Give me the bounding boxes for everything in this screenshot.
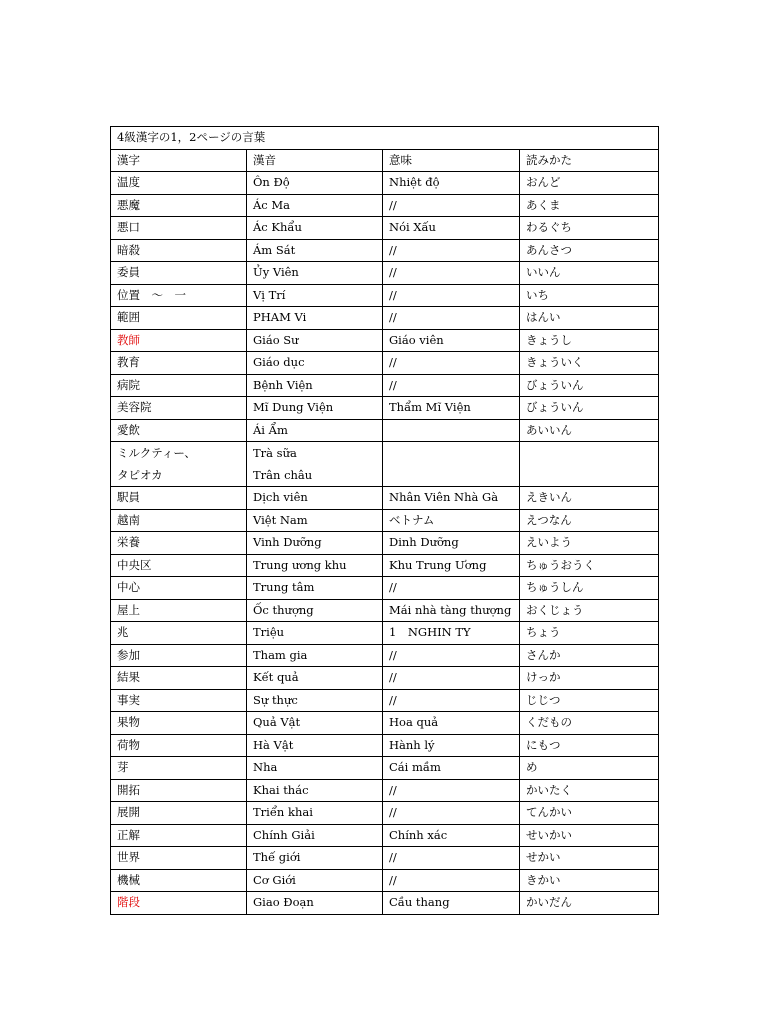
- cell-han-viet: Ác Ma: [247, 194, 383, 217]
- cell-meaning: //: [383, 802, 520, 825]
- cell-han-viet: Tham gia: [247, 644, 383, 667]
- cell-reading: わるぐち: [520, 217, 659, 240]
- cell-meaning: Nói Xấu: [383, 217, 520, 240]
- table-row: [111, 667, 659, 690]
- cell-han-viet: Ái Ẩm: [247, 419, 383, 442]
- cell-meaning: //: [383, 262, 520, 285]
- cell-meaning: //: [383, 194, 520, 217]
- header-meaning: 意味: [383, 149, 520, 172]
- header-reading: 読みかた: [520, 149, 659, 172]
- table-row: [111, 532, 659, 555]
- cell-kanji: 教師: [111, 329, 247, 352]
- cell-kanji: 屋上: [111, 599, 247, 622]
- cell-kanji: 世界: [111, 847, 247, 870]
- cell-han-viet: Khai thác: [247, 779, 383, 802]
- header-row: [111, 149, 659, 172]
- table-row: [111, 689, 659, 712]
- cell-meaning: Dinh Dưỡng: [383, 532, 520, 555]
- table-row: [111, 217, 659, 240]
- cell-kanji: [111, 442, 247, 487]
- cell-reading: はんい: [520, 307, 659, 330]
- title-row: [111, 127, 659, 150]
- table-row: [111, 442, 659, 487]
- cell-reading: [520, 442, 659, 487]
- cell-kanji-line-2: タピオカ: [117, 468, 163, 482]
- cell-reading: じじつ: [520, 689, 659, 712]
- table-row: [111, 419, 659, 442]
- cell-kanji: 参加: [111, 644, 247, 667]
- cell-kanji: 美容院: [111, 397, 247, 420]
- cell-han-viet: Việt Nam: [247, 509, 383, 532]
- cell-meaning: //: [383, 869, 520, 892]
- cell-meaning: Giáo viên: [383, 329, 520, 352]
- table-row: [111, 352, 659, 375]
- cell-reading: せいかい: [520, 824, 659, 847]
- cell-meaning: [383, 419, 520, 442]
- cell-meaning: Nhân Viên Nhà Gà: [383, 487, 520, 510]
- cell-meaning: Hoa quả: [383, 712, 520, 735]
- cell-meaning: Chính xác: [383, 824, 520, 847]
- cell-han-viet: Ốc thượng: [247, 599, 383, 622]
- cell-reading: えいよう: [520, 532, 659, 555]
- cell-reading: きょういく: [520, 352, 659, 375]
- table-row: [111, 397, 659, 420]
- cell-meaning: //: [383, 307, 520, 330]
- cell-reading: けっか: [520, 667, 659, 690]
- cell-reading: いいん: [520, 262, 659, 285]
- header-kanji: 漢字: [111, 149, 247, 172]
- cell-kanji: 栄養: [111, 532, 247, 555]
- cell-reading: えつなん: [520, 509, 659, 532]
- table-title: 4級漢字の1，2ページの言葉: [111, 127, 659, 150]
- cell-meaning: Mái nhà tàng thượng: [383, 599, 520, 622]
- table-row: [111, 824, 659, 847]
- cell-reading: ちょう: [520, 622, 659, 645]
- cell-kanji: 悪魔: [111, 194, 247, 217]
- table-row: [111, 307, 659, 330]
- cell-meaning: //: [383, 239, 520, 262]
- table-row: [111, 329, 659, 352]
- cell-han-viet: Bệnh Viện: [247, 374, 383, 397]
- cell-meaning: //: [383, 689, 520, 712]
- cell-han-viet: Vinh Dưỡng: [247, 532, 383, 555]
- cell-han-viet: Nha: [247, 757, 383, 780]
- cell-kanji: 越南: [111, 509, 247, 532]
- cell-meaning: //: [383, 847, 520, 870]
- table-row: [111, 847, 659, 870]
- table-row: [111, 757, 659, 780]
- cell-han-viet: Trung ương khu: [247, 554, 383, 577]
- cell-kanji: 果物: [111, 712, 247, 735]
- cell-han-viet: Ủy Viên: [247, 262, 383, 285]
- table-row: [111, 577, 659, 600]
- cell-reading: びょういん: [520, 374, 659, 397]
- cell-reading: かいたく: [520, 779, 659, 802]
- cell-meaning: Khu Trung Ương: [383, 554, 520, 577]
- cell-reading: きかい: [520, 869, 659, 892]
- cell-kanji-line-1: ミルクティー、: [117, 446, 196, 460]
- cell-kanji: 委員: [111, 262, 247, 285]
- cell-kanji: 教育: [111, 352, 247, 375]
- cell-meaning: //: [383, 284, 520, 307]
- table-row: [111, 802, 659, 825]
- cell-han-viet: [247, 442, 383, 487]
- cell-meaning: Nhiệt độ: [383, 172, 520, 195]
- cell-meaning: //: [383, 779, 520, 802]
- cell-meaning: [383, 442, 520, 487]
- cell-reading: きょうし: [520, 329, 659, 352]
- table-row: [111, 599, 659, 622]
- cell-han-viet: Trung tâm: [247, 577, 383, 600]
- table-row: [111, 284, 659, 307]
- cell-han-viet: Vị Trí: [247, 284, 383, 307]
- cell-han-viet-line-1: Trà sữa: [253, 446, 297, 460]
- cell-han-viet: Sự thực: [247, 689, 383, 712]
- cell-reading: あんさつ: [520, 239, 659, 262]
- cell-kanji: 芽: [111, 757, 247, 780]
- cell-reading: せかい: [520, 847, 659, 870]
- table-row: [111, 487, 659, 510]
- cell-han-viet: Giáo Sư: [247, 329, 383, 352]
- cell-reading: おんど: [520, 172, 659, 195]
- table-row: [111, 644, 659, 667]
- cell-kanji: 中央区: [111, 554, 247, 577]
- cell-meaning: 1 NGHIN TY: [383, 622, 520, 645]
- cell-reading: にもつ: [520, 734, 659, 757]
- table-row: [111, 172, 659, 195]
- cell-kanji: 悪口: [111, 217, 247, 240]
- cell-han-viet: Quả Vật: [247, 712, 383, 735]
- cell-reading: め: [520, 757, 659, 780]
- cell-meaning: //: [383, 667, 520, 690]
- cell-kanji: 機械: [111, 869, 247, 892]
- cell-reading: おくじょう: [520, 599, 659, 622]
- cell-reading: ちゅうおうく: [520, 554, 659, 577]
- cell-han-viet: Chính Giải: [247, 824, 383, 847]
- cell-reading: えきいん: [520, 487, 659, 510]
- cell-han-viet: Hà Vật: [247, 734, 383, 757]
- cell-han-viet: Giao Đoạn: [247, 892, 383, 915]
- cell-han-viet: Ám Sát: [247, 239, 383, 262]
- cell-han-viet: Dịch viên: [247, 487, 383, 510]
- cell-kanji: 正解: [111, 824, 247, 847]
- cell-han-viet: Ôn Độ: [247, 172, 383, 195]
- cell-reading: びょういん: [520, 397, 659, 420]
- vocab-table: [110, 126, 659, 915]
- cell-reading: てんかい: [520, 802, 659, 825]
- table-row: [111, 622, 659, 645]
- cell-kanji: 駅員: [111, 487, 247, 510]
- cell-kanji: 兆: [111, 622, 247, 645]
- cell-reading: かいだん: [520, 892, 659, 915]
- cell-kanji: 開拓: [111, 779, 247, 802]
- cell-han-viet: Triển khai: [247, 802, 383, 825]
- cell-meaning: Thẩm Mĩ Viện: [383, 397, 520, 420]
- header-han-viet: 漢音: [247, 149, 383, 172]
- cell-kanji: 暗殺: [111, 239, 247, 262]
- cell-kanji: 範囲: [111, 307, 247, 330]
- table-row: [111, 734, 659, 757]
- cell-han-viet: Kết quả: [247, 667, 383, 690]
- table-row: [111, 509, 659, 532]
- cell-meaning: //: [383, 374, 520, 397]
- table-row: [111, 194, 659, 217]
- cell-kanji: 階段: [111, 892, 247, 915]
- cell-meaning: ベトナム: [383, 509, 520, 532]
- cell-meaning: Cái mầm: [383, 757, 520, 780]
- cell-meaning: //: [383, 352, 520, 375]
- cell-han-viet: Thế giới: [247, 847, 383, 870]
- cell-han-viet: PHAM Vi: [247, 307, 383, 330]
- cell-kanji: 事実: [111, 689, 247, 712]
- cell-reading: あいいん: [520, 419, 659, 442]
- cell-kanji: 荷物: [111, 734, 247, 757]
- cell-kanji: 愛飲: [111, 419, 247, 442]
- table-row: [111, 892, 659, 915]
- cell-kanji: 温度: [111, 172, 247, 195]
- table-row: [111, 239, 659, 262]
- cell-han-viet: Triệu: [247, 622, 383, 645]
- cell-kanji: 展開: [111, 802, 247, 825]
- cell-han-viet: Mĩ Dung Viện: [247, 397, 383, 420]
- cell-han-viet: Cơ Giới: [247, 869, 383, 892]
- cell-reading: さんか: [520, 644, 659, 667]
- cell-kanji: 結果: [111, 667, 247, 690]
- cell-kanji: 中心: [111, 577, 247, 600]
- cell-han-viet: Ác Khẩu: [247, 217, 383, 240]
- cell-han-viet-line-2: Trân châu: [253, 468, 313, 482]
- cell-reading: あくま: [520, 194, 659, 217]
- vocab-table-body: [111, 127, 659, 915]
- cell-reading: くだもの: [520, 712, 659, 735]
- cell-meaning: //: [383, 577, 520, 600]
- cell-meaning: //: [383, 644, 520, 667]
- table-row: [111, 712, 659, 735]
- cell-han-viet: Giáo dục: [247, 352, 383, 375]
- table-row: [111, 869, 659, 892]
- cell-kanji: 位置 ～ 一: [111, 284, 247, 307]
- cell-kanji: 病院: [111, 374, 247, 397]
- cell-meaning: Cầu thang: [383, 892, 520, 915]
- table-row: [111, 779, 659, 802]
- cell-meaning: Hành lý: [383, 734, 520, 757]
- cell-reading: いち: [520, 284, 659, 307]
- table-row: [111, 374, 659, 397]
- table-row: [111, 554, 659, 577]
- table-row: [111, 262, 659, 285]
- cell-reading: ちゅうしん: [520, 577, 659, 600]
